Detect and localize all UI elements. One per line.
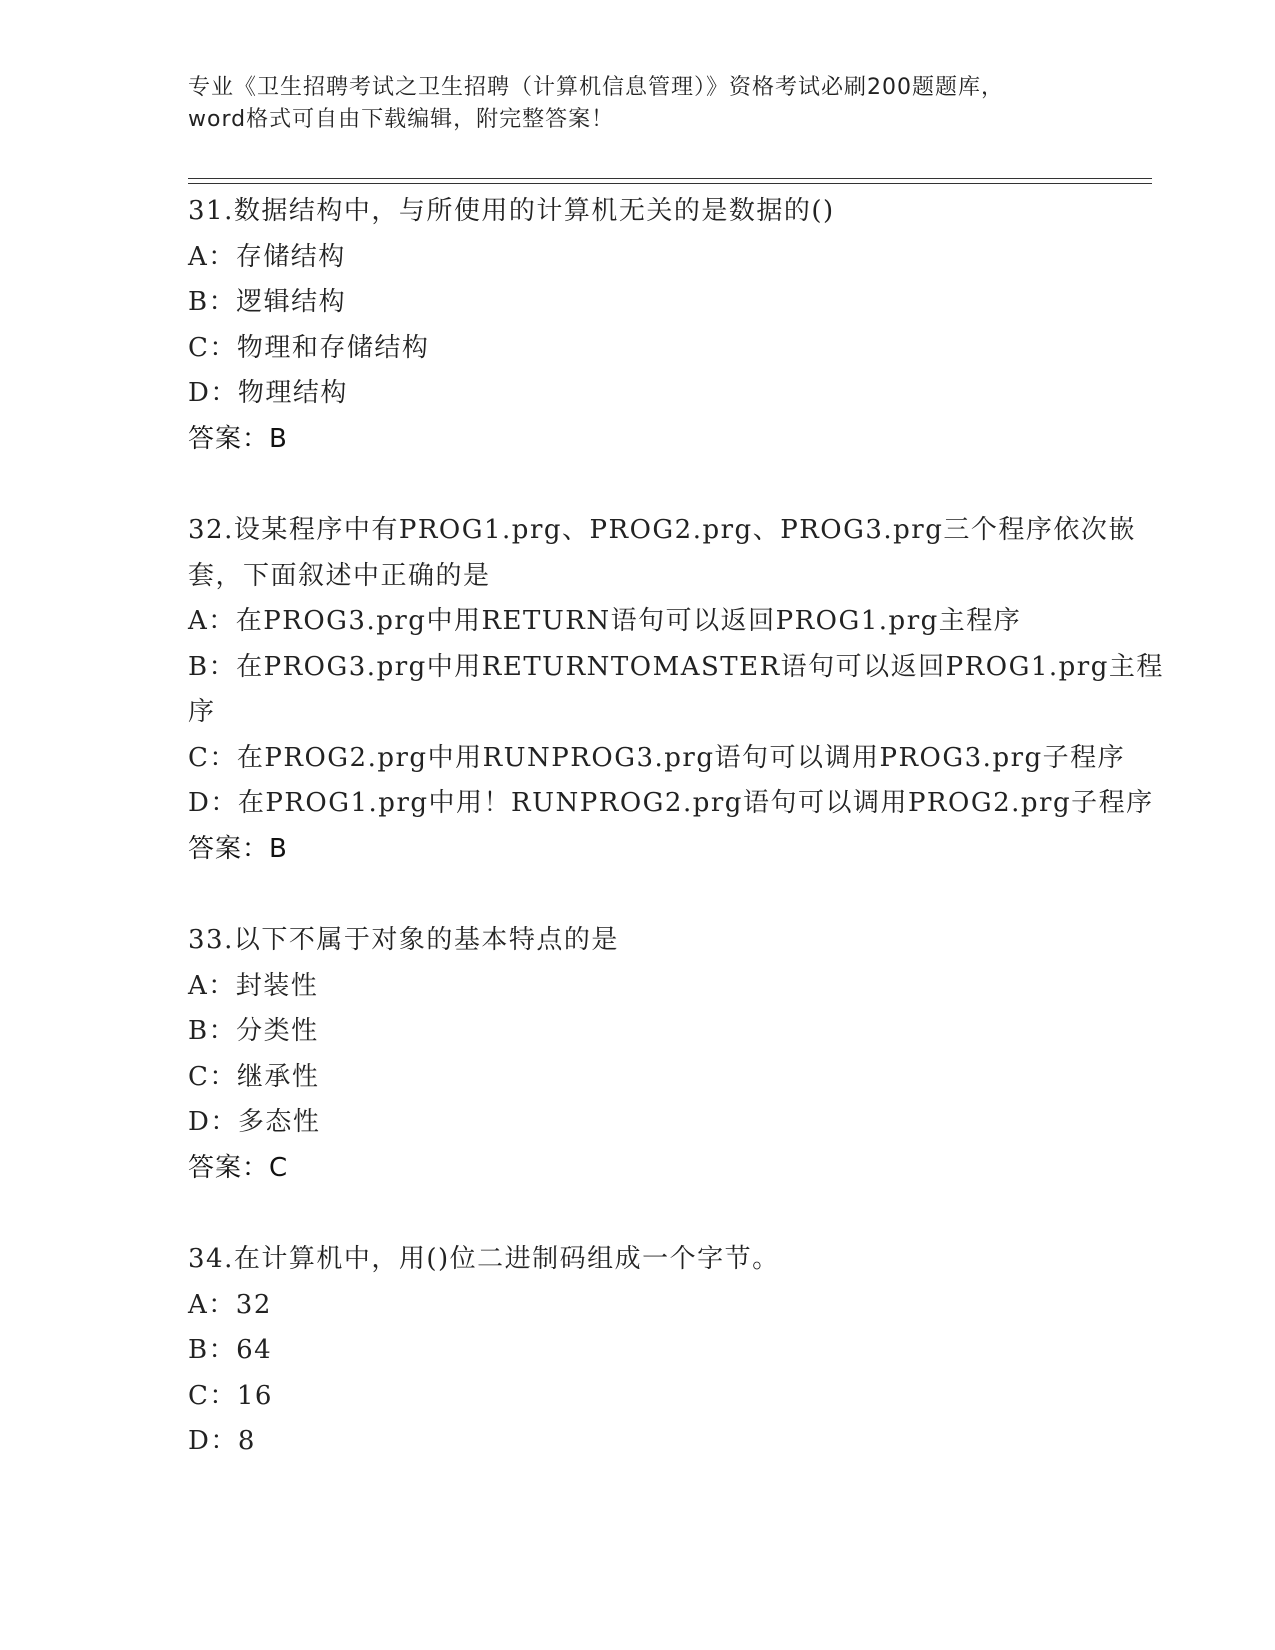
option-c: C：继承性 [188, 1061, 320, 1092]
question-31 [188, 189, 1088, 462]
question-33 [188, 918, 1088, 1191]
option-a: A：存储结构 [188, 241, 346, 272]
option-c: C：物理和存储结构 [188, 332, 430, 363]
option-d: D：多态性 [188, 1107, 321, 1137]
answer-label: 答案：C [188, 1152, 289, 1183]
option-b: B：64 [188, 1335, 273, 1365]
option-d: D：物理结构 [188, 378, 348, 408]
option-d: D：8 [188, 1426, 256, 1456]
option-b-continued: 序 [188, 697, 216, 727]
option-b: B：分类性 [188, 1016, 319, 1046]
option-a: A：封装性 [188, 970, 319, 1001]
answer-label: 答案：B [188, 423, 288, 454]
document-header [188, 72, 1088, 136]
option-c: C：在PROG2.prg中用RUNPROG3.prg语句可以调用PROG3.prg子程序 [188, 742, 1126, 773]
header-rule-top [188, 178, 1152, 179]
header-line-1: 专业《卫生招聘考试之卫生招聘（计算机信息管理）》资格考试必刷200题题库， [188, 75, 1004, 100]
question-stem-continued: 套，下面叙述中正确的是 [188, 560, 491, 591]
question-list [188, 189, 1164, 1511]
question-stem: 31.数据结构中，与所使用的计算机无关的是数据的() [188, 196, 835, 226]
header-rule-bottom [188, 183, 1152, 184]
question-stem: 34.在计算机中，用()位二进制码组成一个字节。 [188, 1244, 780, 1274]
question-34 [188, 1237, 1088, 1465]
question-stem: 33.以下不属于对象的基本特点的是 [188, 925, 619, 955]
option-a: A：在PROG3.prg中用RETURN语句可以返回PROG1.prg主程序 [188, 606, 1022, 636]
option-a: A：32 [188, 1289, 272, 1320]
question-32 [188, 508, 1164, 872]
header-line-2: word格式可自由下载编辑，附完整答案！ [188, 107, 615, 132]
option-b: B：在PROG3.prg中用RETURNTOMASTER语句可以返回PROG1.prg主程 [188, 651, 1164, 682]
option-c: C：16 [188, 1380, 273, 1411]
option-b: B：逻辑结构 [188, 287, 347, 317]
option-d: D：在PROG1.prg中用！RUNPROG2.prg语句可以调用PROG2.prg子程序 [188, 788, 1154, 818]
answer-label: 答案：B [188, 833, 288, 864]
question-stem: 32.设某程序中有PROG1.prg、PROG2.prg、PROG3.prg三个程序依次嵌 [188, 515, 1136, 545]
